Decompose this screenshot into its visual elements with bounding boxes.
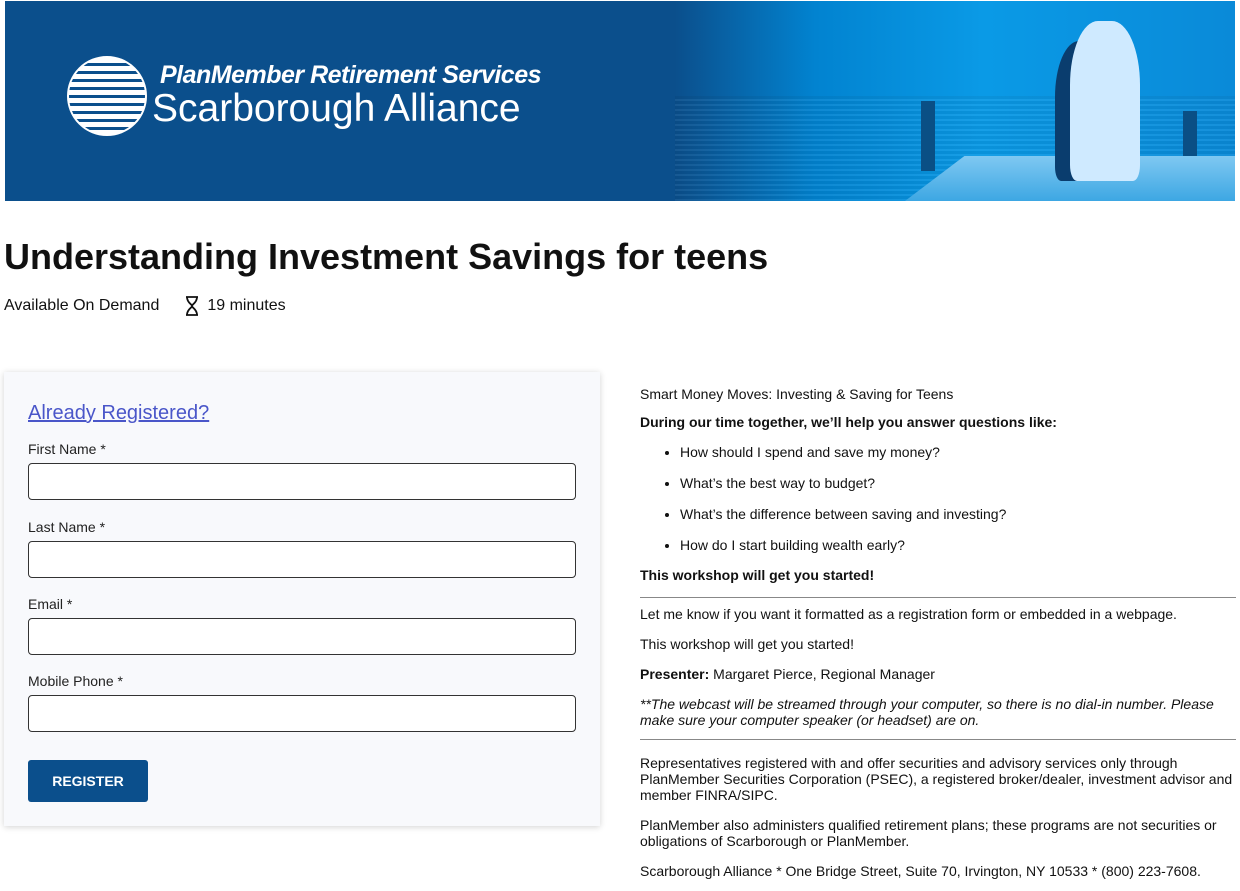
hourglass-icon [185, 296, 199, 316]
first-name-input[interactable] [28, 463, 576, 500]
mobile-phone-input[interactable] [28, 695, 576, 732]
mobile-phone-label [28, 673, 123, 689]
presenter-name: Margaret Pierce, Regional Manager [709, 666, 935, 682]
availability-text: Available On Demand [4, 297, 160, 314]
address-text: Scarborough Alliance * One Bridge Street, Suite 70, Irvington, NY 10533 * (800) 223-7608. [640, 863, 1201, 879]
cta-bold-text: This workshop will get you started! [640, 567, 875, 583]
first-name-label-text: First Name [28, 441, 97, 457]
list-item: • What’s the difference between saving and investing? [680, 506, 1236, 522]
email-input[interactable] [28, 618, 576, 655]
dock-post [921, 101, 935, 171]
disclosure-text: PlanMember also administers qualified retirement plans; these programs are not securities or obligations of Scarborough or PlanMember. [640, 817, 1217, 849]
header-banner [5, 1, 1235, 201]
registration-form [4, 372, 600, 826]
webcast-note: **The webcast will be streamed through your computer, so there is no dial-in number. Please make sure your computer speaker (or headset) are on. [640, 696, 1214, 728]
event-meta [4, 296, 286, 316]
register-button[interactable]: REGISTER [28, 760, 148, 802]
first-name-label [28, 441, 106, 457]
duration-text: 19 minutes [207, 297, 286, 314]
page-title: Understanding Investment Savings for teens [4, 236, 769, 277]
disclosure-text: Representatives registered with and offer securities and advisory services only through PlanMember Securities Corporation (PSEC), a registered broker/dealer, investment advisor and member FINRA/SIPC. [640, 755, 1233, 803]
required-marker: * [66, 596, 73, 612]
brand-line2: Scarborough Alliance [152, 87, 521, 130]
intro-text: Smart Money Moves: Investing & Saving for Teens [640, 386, 954, 402]
last-name-label-text: Last Name [28, 519, 96, 535]
list-item: • How do I start building wealth early? [680, 537, 1236, 553]
presenter-label: Presenter: [640, 666, 710, 682]
already-registered-link[interactable]: Already Registered? [28, 402, 210, 424]
divider [640, 597, 1236, 598]
required-marker: * [99, 519, 106, 535]
cta-text: This workshop will get you started! [640, 636, 854, 652]
divider [640, 739, 1236, 740]
email-label [28, 596, 72, 612]
email-label-text: Email [28, 596, 64, 612]
last-name-label [28, 519, 105, 535]
note-text: Let me know if you want it formatted as a registration form or embedded in a webpage. [640, 606, 1177, 622]
banner-photo [675, 1, 1235, 201]
list-item: • What’s the best way to budget? [680, 475, 1236, 491]
questions-heading: During our time together, we’ll help you answer questions like: [640, 414, 1057, 430]
mobile-phone-label-text: Mobile Phone [28, 673, 114, 689]
brand-logo-icon [67, 56, 147, 136]
person-figure [1070, 21, 1140, 181]
required-marker: * [100, 441, 106, 457]
required-marker: * [117, 673, 123, 689]
brand-line1: PlanMember Retirement Services [160, 61, 542, 89]
questions-list [640, 444, 1236, 553]
list-item: • How should I spend and save my money? [680, 444, 1236, 460]
last-name-input[interactable] [28, 541, 576, 578]
event-description [640, 386, 1236, 879]
presenter-text [640, 666, 1236, 682]
